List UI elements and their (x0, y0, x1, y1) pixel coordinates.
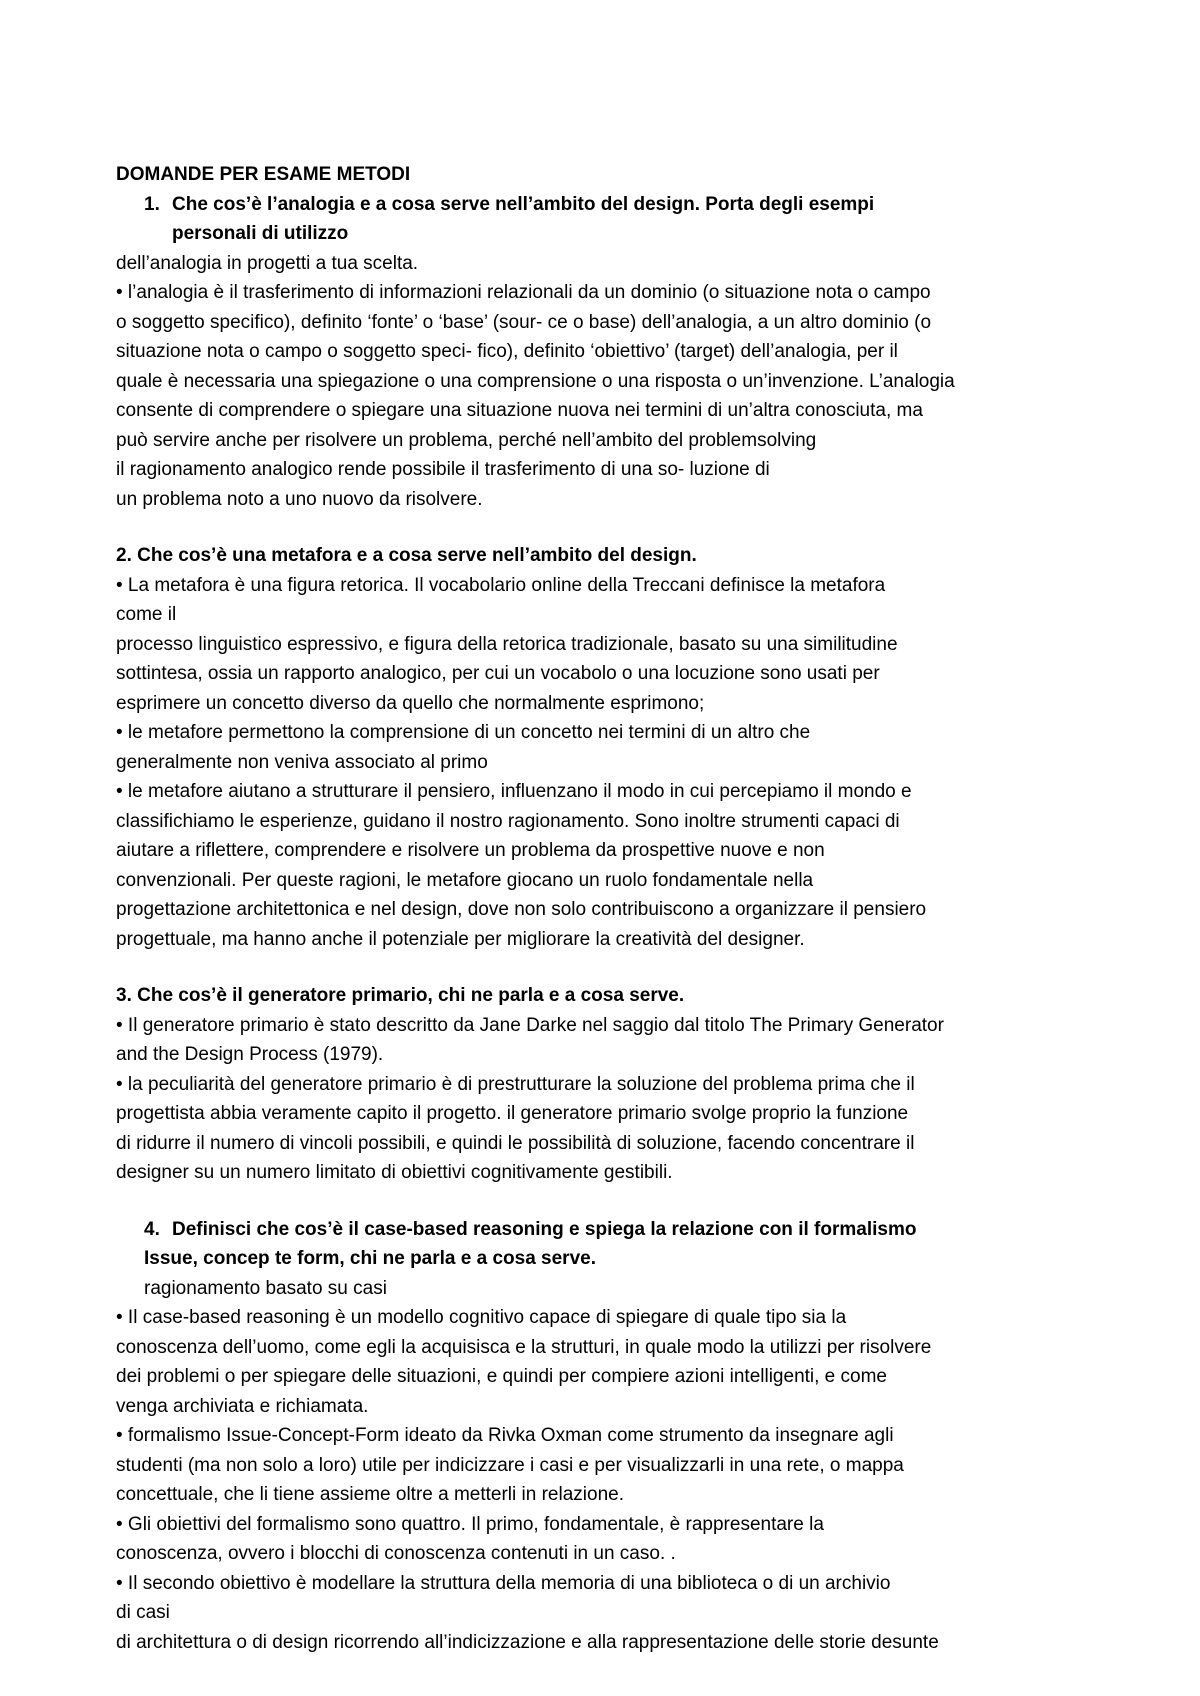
answer-3-line: di ridurre il numero di vincoli possibili, e quindi le possibilità di soluzione, facendo concentrare il (116, 1132, 915, 1154)
question-1-heading (116, 190, 1116, 220)
question-4-heading-line-2: Issue, concep te form, chi ne parla e a cosa serve. (144, 1248, 596, 1269)
answer-2-line: progettuale, ma hanno anche il potenziale per migliorare la creatività del designer. (116, 928, 805, 950)
answer-1-line: o soggetto specifico), definito ‘fonte’ o ‘base’ (sour- ce o base) dell’analogia, a un altro dominio (o (116, 311, 932, 333)
question-1-heading-line-2: personali di utilizzo (172, 223, 349, 244)
question-1-number: 1. (144, 193, 160, 215)
answer-3-line: • Il generatore primario è stato descritto da Jane Darke nel saggio dal titolo The Primary Generator (116, 1014, 944, 1036)
answer-2-line: esprimere un concetto diverso da quello che normalmente esprimono; (116, 692, 705, 714)
answer-3-line: and the Design Process (1979). (116, 1044, 384, 1065)
question-1-heading-line-1: Che cos’è l’analogia e a cosa serve nell’ambito del design. Porta degli esempi (172, 193, 875, 215)
answer-1-line: un problema noto a uno nuovo da risolvere. (116, 488, 483, 510)
question-4-heading (116, 1215, 1116, 1245)
answer-1-line: dell’analogia in progetti a tua scelta. (116, 252, 419, 274)
document-title: DOMANDE PER ESAME METODI (116, 164, 411, 185)
answer-2-line: convenzionali. Per queste ragioni, le metafore giocano un ruolo fondamentale nella (116, 869, 814, 891)
answer-1-line: può servire anche per risolvere un problema, perché nell’ambito del problemsolving (116, 429, 817, 451)
answer-2-line: come il (116, 604, 177, 625)
answer-1-line: • l’analogia è il trasferimento di informazioni relazionali da un dominio (o situazione nota o campo (116, 282, 931, 303)
answer-2-line: progettazione architettonica e nel design, dove non solo contribuiscono a organizzare il pensiero (116, 899, 927, 920)
document-body (116, 160, 1116, 1657)
answer-1-line: quale è necessaria una spiegazione o una comprensione o una risposta o un’invenzione. L’analogia (116, 370, 955, 392)
answer-1-line: situazione nota o campo o soggetto speci- fico), definito ‘obiettivo’ (target) dell’analogia, per il (116, 341, 898, 362)
question-3-heading: 3. Che cos’è il generatore primario, chi ne parla e a cosa serve. (116, 985, 685, 1006)
question-4-heading-line-1: Definisci che cos’è il case-based reasoning e spiega la relazione con il formalismo (172, 1218, 917, 1240)
answer-3-line: designer su un numero limitato di obiettivi cognitivamente gestibili. (116, 1162, 673, 1183)
answer-4-line: studenti (ma non solo a loro) utile per indicizzare i casi e per visualizzarli in una rete, o mappa (116, 1454, 904, 1476)
section-spacer (116, 954, 1116, 981)
answer-2-line: generalmente non veniva associato al primo (116, 751, 488, 773)
section-spacer (116, 1188, 1116, 1215)
answer-3-line: • la peculiarità del generatore primario è di prestrutturare la soluzione del problema prima che il (116, 1073, 915, 1095)
answer-4-line: di casi (116, 1602, 170, 1623)
answer-4-line: dei problemi o per spiegare delle situazioni, e quindi per compiere azioni intelligenti, e come (116, 1366, 887, 1387)
answer-2-line: processo linguistico espressivo, e figura della retorica tradizionale, basato su una similitudine (116, 633, 898, 655)
answer-4-line: • formalismo Issue-Concept-Form ideato da Rivka Oxman come strumento da insegnare agli (116, 1425, 894, 1446)
answer-4-line: • Il case-based reasoning è un modello cognitivo capace di spiegare di quale tipo sia la (116, 1307, 847, 1328)
answer-2-line: sottintesa, ossia un rapporto analogico, per cui un vocabolo o una locuzione sono usati per (116, 663, 880, 684)
answer-2-line: • le metafore permettono la comprensione di un concetto nei termini di un altro che (116, 722, 811, 743)
answer-1-line: il ragionamento analogico rende possibile il trasferimento di una so- luzione di (116, 459, 770, 480)
answer-1-line: consente di comprendere o spiegare una situazione nuova nei termini di un’altra conosciuta, ma (116, 400, 923, 421)
answer-4-line: venga archiviata e richiamata. (116, 1395, 369, 1417)
answer-3-line: progettista abbia veramente capito il progetto. il generatore primario svolge proprio la funzione (116, 1103, 909, 1124)
question-4-subline: ragionamento basato su casi (144, 1277, 387, 1299)
answer-2-line: • La metafora è una figura retorica. Il vocabolario online della Treccani definisce la metafora (116, 574, 886, 596)
answer-4-line: concettuale, che li tiene assieme oltre a metterli in relazione. (116, 1484, 624, 1505)
answer-2-line: classifichiamo le esperienze, guidano il nostro ragionamento. Sono inoltre strumenti capaci di (116, 810, 900, 832)
answer-2-line: aiutare a riflettere, comprendere e risolvere un problema da prospettive nuove e non (116, 840, 825, 861)
section-spacer (116, 514, 1116, 541)
answer-4-line: conoscenza dell’uomo, come egli la acquisisca e la strutturi, in quale modo la utilizzi per risolvere (116, 1336, 932, 1358)
answer-4-line: di architettura o di design ricorrendo all’indicizzazione e alla rappresentazione delle storie desunte (116, 1631, 939, 1653)
question-4-number: 4. (144, 1218, 160, 1240)
answer-2-line: • le metafore aiutano a strutturare il pensiero, influenzano il modo in cui percepiamo il mondo e (116, 781, 912, 802)
answer-4-line: • Il secondo obiettivo è modellare la struttura della memoria di una biblioteca o di un archivio (116, 1572, 891, 1594)
answer-4-line: conoscenza, ovvero i blocchi di conoscenza contenuti in un caso. . (116, 1543, 676, 1564)
answer-4-line: • Gli obiettivi del formalismo sono quattro. Il primo, fondamentale, è rappresentare la (116, 1513, 824, 1535)
question-2-heading: 2. Che cos’è una metafora e a cosa serve nell’ambito del design. (116, 545, 697, 566)
